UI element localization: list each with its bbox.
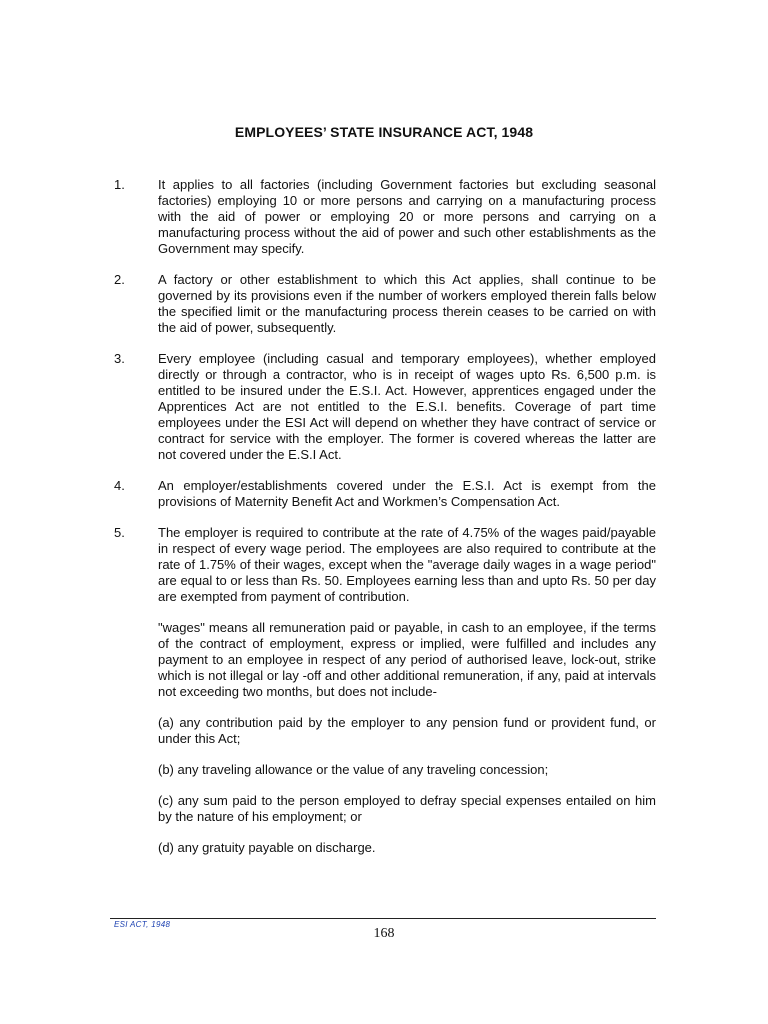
exclusion-a: (a) any contribution paid by the employer to any pension fund or provident fund, or under this Act; bbox=[158, 715, 656, 746]
footer-divider bbox=[110, 918, 656, 919]
document-body bbox=[114, 177, 656, 871]
page-number: 168 bbox=[373, 926, 395, 941]
item-number: 4. bbox=[114, 478, 125, 493]
wages-definition: "wages" means all remuneration paid or payable, in cash to an employee, if the terms of the contract of employment, express or implied, were fulfilled and includes any payment to an employee in respect of any period of authorised leave, lock-out, strike which is not illegal or lay -off and other additional remuneration, if any, paid at intervals not exceeding two months, but does not include- bbox=[158, 620, 656, 699]
item-number: 5. bbox=[114, 525, 125, 540]
item-number: 3. bbox=[114, 351, 125, 366]
numbered-item-5 bbox=[114, 525, 656, 605]
exclusion-b: (b) any traveling allowance or the value of any traveling concession; bbox=[158, 762, 549, 777]
item-number: 2. bbox=[114, 272, 125, 287]
exclusion-c: (c) any sum paid to the person employed to defray special expenses entailed on him by the nature of his employment; or bbox=[158, 793, 656, 824]
item-number: 1. bbox=[114, 177, 125, 192]
item-text: It applies to all factories (including Government factories but excluding seasonal factories) employing 10 or more persons and carrying on a manufacturing process with the aid of power or employing 20 or more persons and carrying on a manufacturing process without the aid of power and such other establishments as the Government may specify. bbox=[158, 177, 656, 256]
footer-label: ESI ACT, 1948 bbox=[114, 920, 171, 929]
numbered-item-2 bbox=[114, 272, 656, 336]
item-text: A factory or other establishment to which this Act applies, shall continue to be governed by its provisions even if the number of workers employed therein falls below the specified limit or the manufacturing process therein ceases to be carried on with the aid of power, subsequently. bbox=[158, 272, 656, 335]
numbered-item-1 bbox=[114, 177, 656, 257]
item-text: Every employee (including casual and temporary employees), whether employed directly or through a contractor, who is in receipt of wages upto Rs. 6,500 p.m. is entitled to be insured under the E.S.I. Act. However, apprentices engaged under the Apprentices Act are not entitled to the E.S.I. benefits. Coverage of part time employees under the ESI Act will depend on whether they have contract of service or contract for service with the employer. The former is covered whereas the latter are not covered under the E.S.I Act. bbox=[158, 351, 656, 462]
item-text: An employer/establishments covered under the E.S.I. Act is exempt from the provisions of Maternity Benefit Act and Workmen’s Compensation Act. bbox=[158, 478, 656, 509]
numbered-item-3 bbox=[114, 351, 656, 463]
numbered-item-4 bbox=[114, 478, 656, 510]
exclusion-d: (d) any gratuity payable on discharge. bbox=[158, 840, 376, 855]
document-title: EMPLOYEES’ STATE INSURANCE ACT, 1948 bbox=[234, 124, 534, 140]
item-text: The employer is required to contribute at the rate of 4.75% of the wages paid/payable in respect of every wage period. The employees are also required to contribute at the rate of 1.75% of their wages, except when the "average daily wages in a wage period" are equal to or less than Rs. 50. Employees earning less than and upto Rs. 50 per day are exempted from payment of contribution. bbox=[158, 525, 656, 604]
